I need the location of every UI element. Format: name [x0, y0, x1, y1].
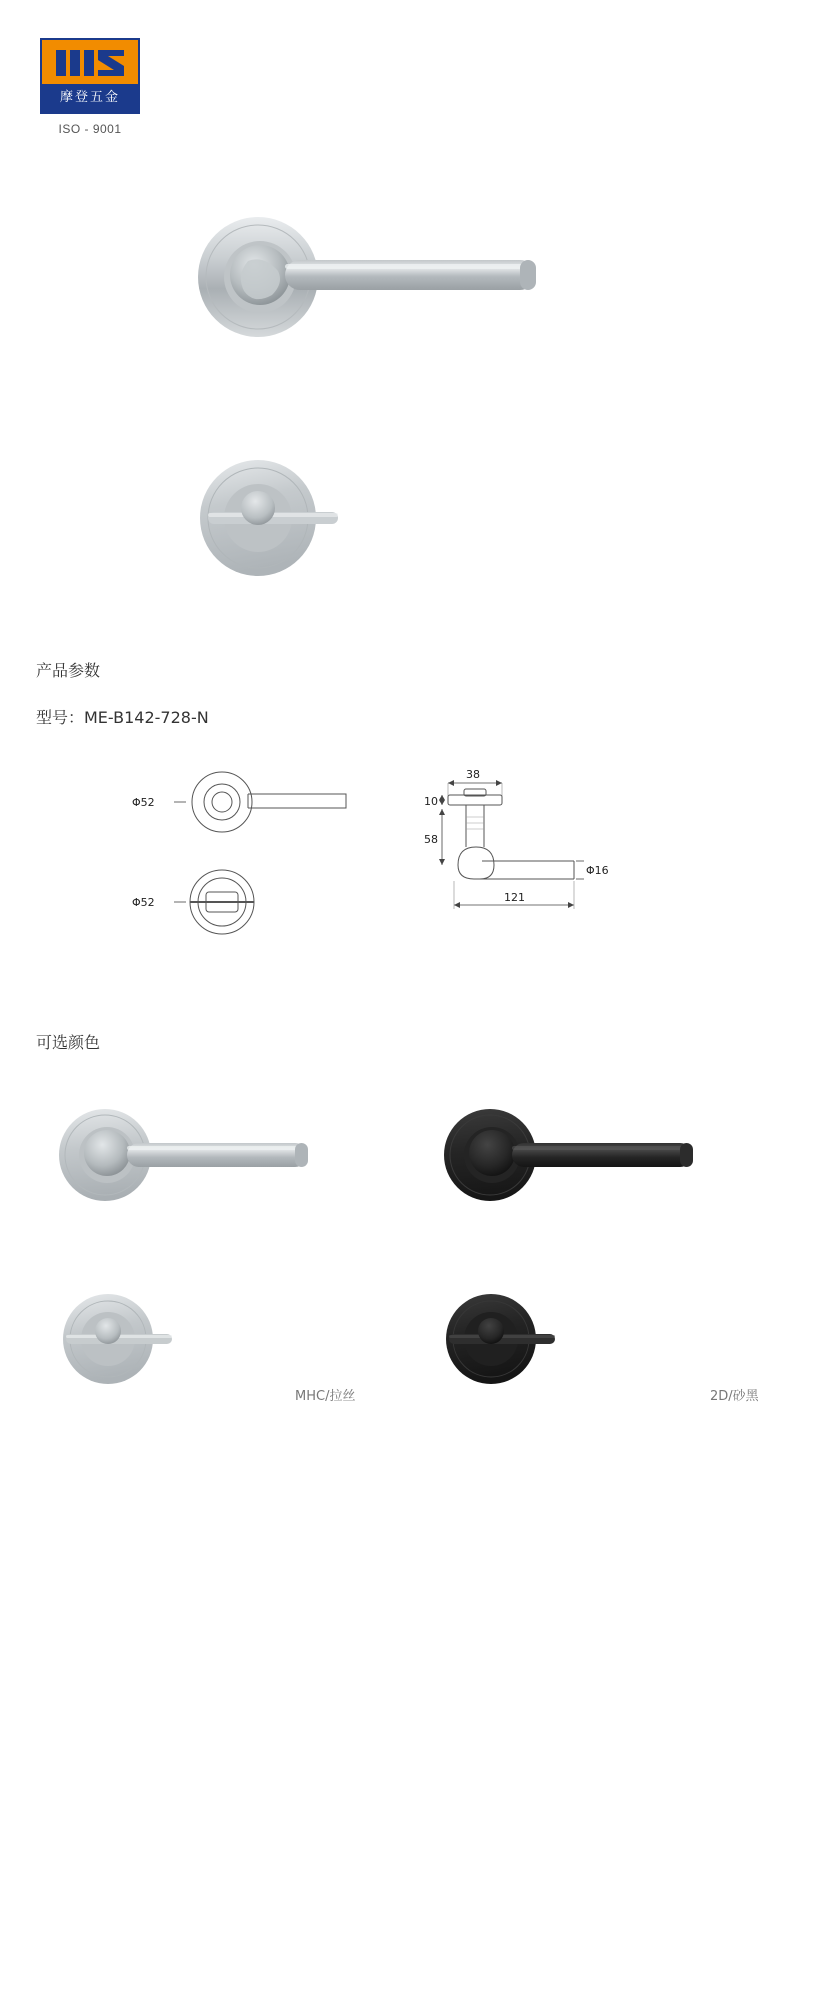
variant-brushed-side-view	[55, 1095, 355, 1225]
dim-lever-length: 121	[504, 891, 525, 904]
variant-black-side-view	[440, 1095, 740, 1225]
company-logo-icon	[40, 38, 140, 114]
logo-glyph-icon	[52, 46, 130, 80]
logo-top-band	[42, 40, 138, 86]
logo-chinese-name: 摩登五金	[42, 84, 138, 112]
drawing-elevation-view	[420, 765, 720, 930]
hero-rose-top-view	[200, 450, 400, 590]
parameters-heading: 产品参数	[36, 661, 101, 680]
model-number-label: 型号：ME-B142-728-N	[36, 708, 209, 727]
dim-neck-height: 10	[424, 795, 438, 808]
iso-certification-label: ISO - 9001	[58, 122, 122, 136]
dim-lever-diameter: Φ16	[586, 864, 609, 877]
hero-lever-side-view	[190, 205, 590, 355]
colors-heading: 可选颜色	[36, 1033, 101, 1052]
dim-spindle-width: 38	[466, 768, 480, 781]
variant-label-brushed: MHC/拉丝	[295, 1389, 356, 1404]
drawing-plan-view	[130, 770, 390, 850]
drawing-rose-view	[130, 862, 390, 942]
variant-black-top-view	[443, 1285, 623, 1395]
brand-logo	[40, 38, 160, 136]
dim-rosette-top: Φ52	[132, 796, 155, 809]
dim-rosette-bottom: Φ52	[132, 896, 155, 909]
variant-label-black: 2D/砂黑	[710, 1389, 759, 1404]
variant-brushed-top-view	[60, 1285, 240, 1395]
dim-rose-to-lever: 58	[424, 833, 438, 846]
